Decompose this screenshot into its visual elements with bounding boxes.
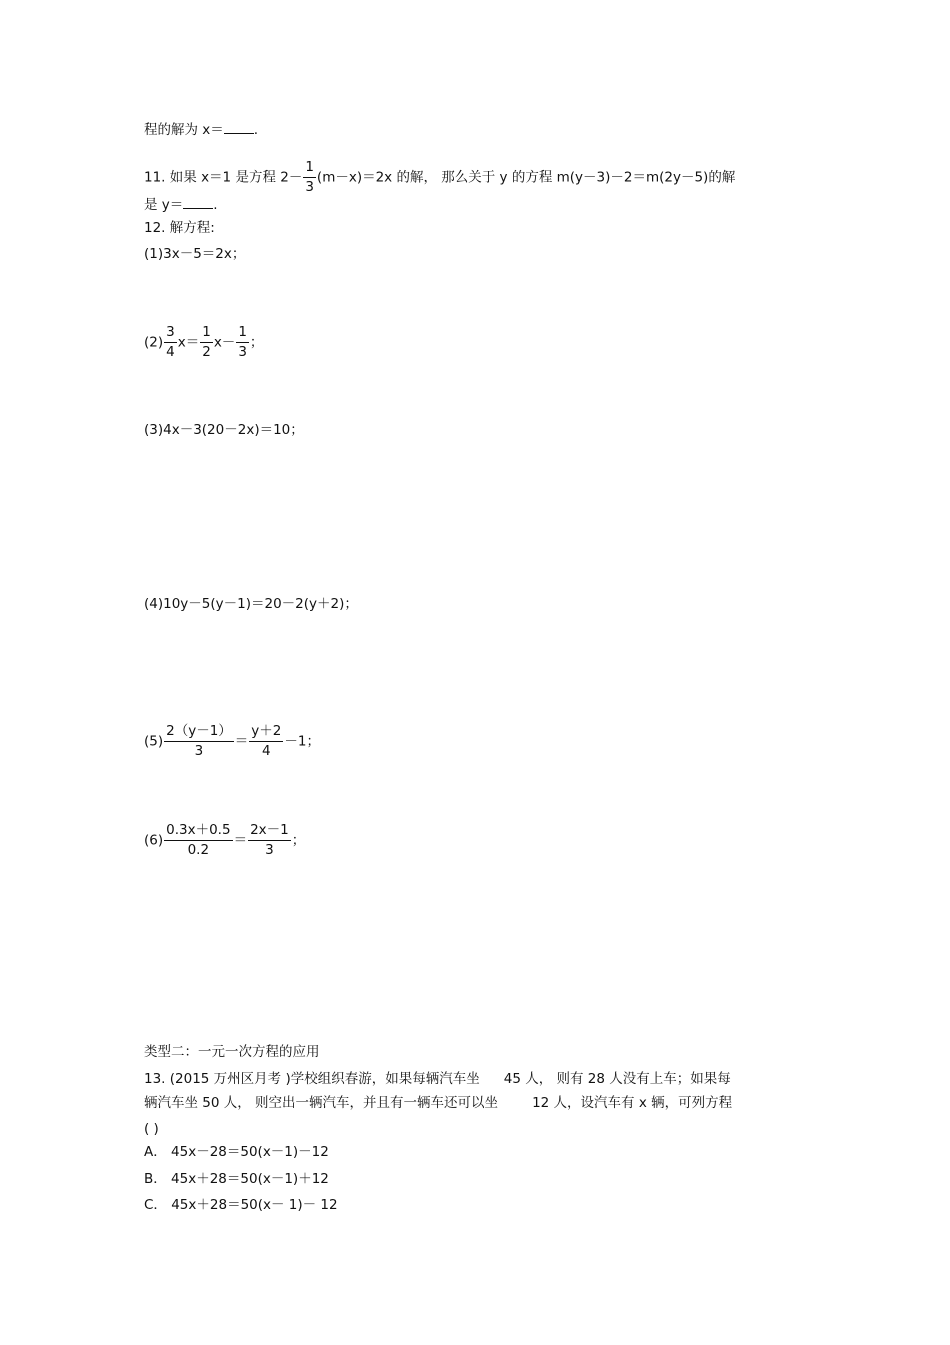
q11-fraction (303, 159, 316, 196)
q13-text: 12 人，设汽车有 x 辆，可列方程 (532, 1095, 733, 1111)
q12-part4: (4)10y－5(y－1)＝20－2(y＋2)； (144, 596, 358, 612)
q13-text: 45 人， 则有 28 人没有上车；如果每 (503, 1071, 731, 1087)
fraction-denominator: 3 (305, 179, 314, 195)
q13-text: 辆汽车坐 50 人， 则空出一辆汽车，并且有一辆车还可以坐 (144, 1095, 499, 1111)
q11-line1 (144, 159, 735, 196)
q12-part6 (144, 822, 305, 859)
q11-text-part2: (m－x)＝2x 的解， 那么关于 y 的方程 m(y－3)－2＝m(2y－5)的解 (316, 169, 736, 186)
fraction (164, 822, 232, 859)
q11-line2 (144, 195, 218, 214)
answer-blank (224, 120, 254, 134)
fraction-denominator: 3 (265, 842, 274, 858)
fraction (249, 723, 283, 760)
fraction-denominator: 2 (202, 344, 211, 360)
fraction-denominator: 4 (166, 344, 175, 360)
q11-number: 11. (144, 169, 166, 186)
equation-end: ； (291, 832, 306, 849)
q13-option-a: A． 45x－28＝50(x－1)－12 (144, 1144, 329, 1160)
equals-sign: ＝ (234, 733, 249, 750)
equation-text: x＝ (177, 334, 200, 351)
fraction (164, 324, 177, 361)
fraction-numerator: 2（y－1） (164, 723, 234, 742)
q10-answer-line (144, 120, 258, 139)
answer-blank (183, 195, 213, 209)
q12-part1: (1)3x－5＝2x； (144, 246, 246, 262)
q11-period: . (213, 197, 218, 213)
part-label: (5) (144, 733, 164, 750)
equation-end: ； (249, 334, 264, 351)
fraction (236, 324, 249, 361)
equation-text: x－ (213, 334, 236, 351)
q11-line2-text: 是 y＝ (144, 197, 184, 213)
q12-part5 (144, 723, 320, 760)
fraction-numerator: y＋2 (249, 723, 283, 742)
fraction (248, 822, 291, 859)
part-label: (2) (144, 334, 164, 351)
q12-header: 12. 解方程: (144, 220, 215, 236)
fraction-numerator: 2x－1 (248, 822, 291, 841)
q13-line2 (144, 1094, 732, 1112)
fraction-numerator: 0.3x＋0.5 (164, 822, 232, 841)
fraction (164, 723, 234, 760)
fraction-numerator: 3 (164, 324, 177, 343)
fraction-denominator: 4 (262, 743, 271, 759)
q10-text: 程的解为 x＝ (144, 122, 224, 138)
q13-text: 13. (2015 万州区月考 )学校组织春游，如果每辆汽车坐 (144, 1071, 480, 1087)
q13-answer-paren: ( ) (144, 1121, 159, 1137)
fraction-numerator: 1 (200, 324, 213, 343)
part-label: (6) (144, 832, 164, 849)
fraction-numerator: 1 (236, 324, 249, 343)
q12-part2 (144, 324, 263, 361)
q13-option-b: B． 45x＋28＝50(x－1)＋12 (144, 1171, 329, 1187)
equation-end: －1； (284, 733, 320, 750)
q13-option-c: C． 45x＋28＝50(x－ 1)－ 12 (144, 1197, 338, 1213)
fraction-numerator: 1 (303, 159, 316, 178)
fraction-denominator: 3 (238, 344, 247, 360)
q13-line1 (144, 1070, 731, 1088)
q11-text-part1: 如果 x＝1 是方程 2－ (169, 169, 303, 186)
q10-period: . (253, 122, 259, 138)
q12-part3: (3)4x－3(20－2x)＝10； (144, 422, 304, 438)
section2-title: 类型二：一元一次方程的应用 (144, 1044, 320, 1060)
equals-sign: ＝ (233, 832, 248, 849)
fraction (200, 324, 213, 361)
fraction-denominator: 0.2 (187, 842, 210, 858)
fraction-denominator: 3 (194, 743, 204, 759)
